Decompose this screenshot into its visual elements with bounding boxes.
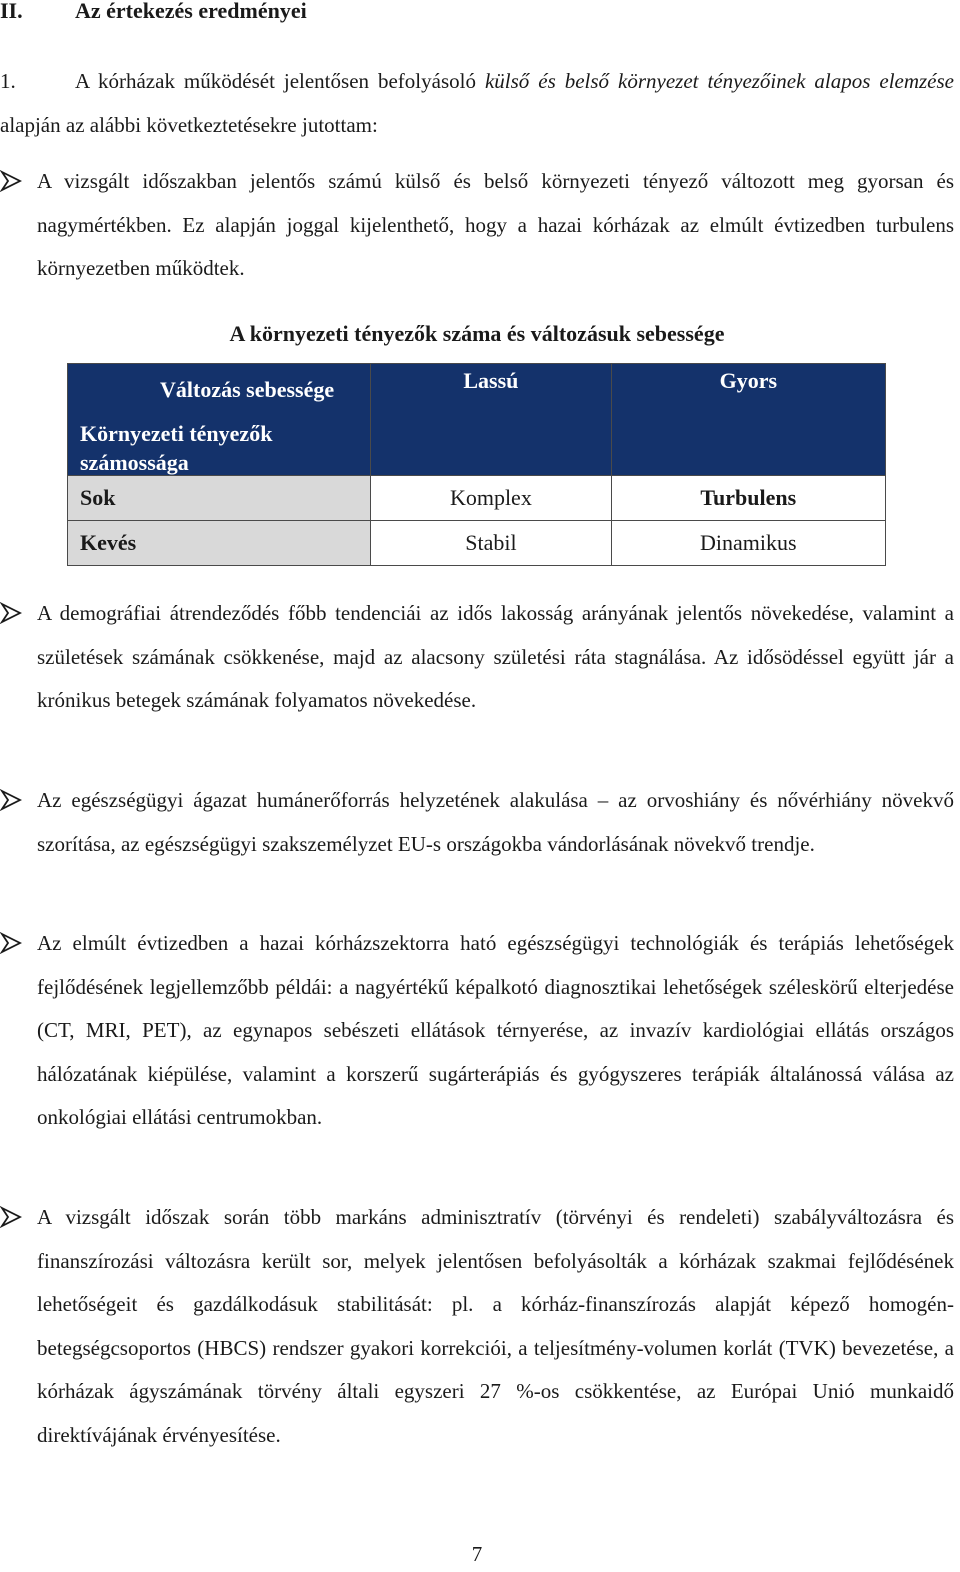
section-title: Az értekezés eredményei xyxy=(75,0,307,23)
intro-text-after: alapján az alábbi következtetésekre jutottam: xyxy=(0,112,378,137)
bullet-text: A vizsgált időszakban jelentős számú külső és belső környezeti tényező változott meg gyorsan és nagymértékben. Ez alapján joggal kijelenthető, hogy a hazai kórházak az elmúlt évtizedben turbulens környezetben működtek. xyxy=(37,169,954,280)
bullet-text: Az egészségügyi ágazat humánerőforrás helyzetének alakulása – az orvoshiány és nővérhiány növekvő szorítása, az egészségügyi szakszemélyzet EU-s országokba vándorlásának növekvő trendje. xyxy=(37,788,954,856)
table-caption: A környezeti tényezők száma és változásuk sebessége xyxy=(229,321,725,346)
arrowhead-bullet-icon xyxy=(0,789,24,813)
corner-bottom-label: Környezeti tényezők számossága xyxy=(80,421,273,475)
arrowhead-bullet-icon xyxy=(0,602,24,626)
bullet-item xyxy=(0,922,954,1140)
bullet-text: Az elmúlt évtizedben a hazai kórházszektorra ható egészségügyi technológiák és terápiás lehetőségek fejlődésének legjellemzőbb példái: a nagyértékű képalkotó diagnosztikai lehetőségek széleskörű elterjedése (CT, MRI, PET), az egynapos sebészeti ellátások térnyerése, az invazív kardiológiai ellátás országos hálózatának kiépülése, valamint a korszerű sugárterápiás és gyógyszeres terápiák általánossá válása az onkológiai ellátási centrumokban. xyxy=(37,931,954,1129)
intro-paragraph xyxy=(0,60,954,147)
bullet-text: A demográfiai átrendeződés főbb tendenciái az idős lakosság arányának jelentős növekedése, valamint a születések számának csökkenése, majd az alacsony születési ráta stagnálása. Az idősödéssel együtt jár a krónikus betegek számának folyamatos növekedése. xyxy=(37,601,954,712)
table-cell: Stabil xyxy=(371,521,611,566)
arrowhead-bullet-icon xyxy=(0,932,24,956)
column-header: Gyors xyxy=(611,364,885,476)
table-corner-cell xyxy=(68,364,371,476)
page-number: 7 xyxy=(471,1542,483,1566)
bullet-item xyxy=(0,160,954,291)
section-heading xyxy=(0,0,307,24)
table-cell: Komplex xyxy=(371,476,611,521)
table-cell: Dinamikus xyxy=(611,521,885,566)
arrowhead-bullet-icon xyxy=(0,1206,24,1230)
bullet-item xyxy=(0,779,954,866)
bullet-item xyxy=(0,1196,954,1457)
section-number: II. xyxy=(0,0,23,23)
row-header: Sok xyxy=(68,476,371,521)
table-cell: Turbulens xyxy=(611,476,885,521)
intro-number: 1. xyxy=(0,69,16,93)
bullet-text: A vizsgált időszak során több markáns adminisztratív (törvényi és rendeleti) szabályváltozásra és finanszírozási változásra került sor, melyek jelentősen befolyásolták a kórházak szakmai fejlődésének lehetőségeit és gazdálkodásuk stabilitását: pl. a kórház-finanszírozás alapját képező homogén-betegségcsoportos (HBCS) rendszer gyakori korrekciói, a teljesítmény-volumen korlát (TVK) bevezetése, a kórházak ágyszámának törvény általi egyszeri 27 %-os csökkentése, az Európai Unió munkaidő direktívájának érvényesítése. xyxy=(37,1205,954,1447)
arrowhead-bullet-icon xyxy=(0,170,24,194)
bullet-item xyxy=(0,592,954,723)
row-header: Kevés xyxy=(68,521,371,566)
table-row xyxy=(68,521,886,566)
corner-top-label: Változás sebessége xyxy=(160,377,335,402)
environment-table xyxy=(67,363,886,566)
intro-text-before: A kórházak működését jelentősen befolyásoló xyxy=(75,69,485,93)
table-row xyxy=(68,476,886,521)
column-header: Lassú xyxy=(371,364,611,476)
intro-text-italic: külső és belső környezet tényezőinek alapos elemzése xyxy=(484,69,954,93)
